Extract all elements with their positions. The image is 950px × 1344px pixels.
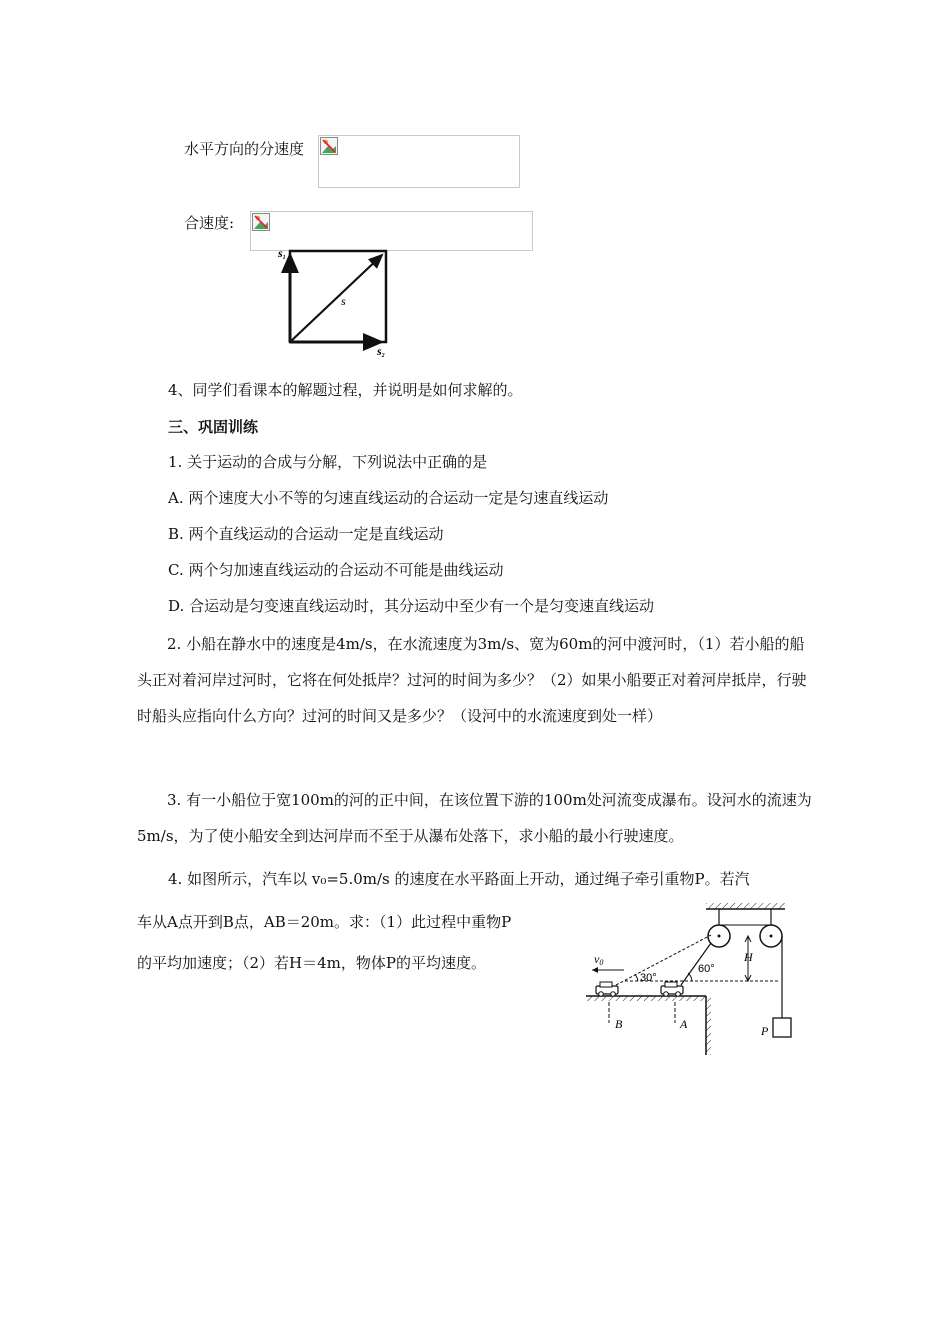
h-label: H [744, 950, 753, 964]
v0-label: v0 [594, 952, 604, 967]
angle-60-label: 60° [698, 963, 715, 975]
car-b [596, 982, 618, 996]
angle-30-label: 30° [640, 972, 657, 984]
horizontal-velocity-label: 水平方向的分速度 [184, 140, 305, 158]
rope-to-b [616, 935, 711, 985]
step4-text: 4、同学们看课本的解题过程，并说明是如何求解的。 [168, 381, 523, 399]
q4-line2: 车从A点开到B点，AB＝20m。求：（1）此过程中重物P [137, 913, 512, 931]
s-label: s [341, 294, 346, 308]
a-label: A [680, 1017, 688, 1031]
horizontal-velocity-image [318, 135, 520, 188]
q1-stem: 1. 关于运动的合成与分解，下列说法中正确的是 [168, 453, 488, 471]
ceiling-hatch [706, 903, 785, 909]
section-title: 三、巩固训练 [168, 418, 259, 436]
q1-option-c: C. 两个匀加速直线运动的合运动不可能是曲线运动 [168, 561, 504, 579]
broken-image-icon [252, 213, 270, 231]
q2-text: 2. 小船在静水中的速度是4m/s，在水流速度为3m/s、宽为60m的河中渡河时，（1）若小船的船头正对着河岸过河时，它将在何处抵岸？过河的时间为多少？（2）如果小船要正对着河岸抵岸，行驶时船头应指向什么方向？过河的时间又是多少？（设河中的水流速度到处一样） [137, 635, 807, 725]
weight-p [773, 1018, 791, 1037]
broken-image-icon [320, 137, 338, 155]
q1-option-a: A. 两个速度大小不等的匀速直线运动的合运动一定是匀速直线运动 [168, 489, 609, 507]
s-arrow [290, 255, 382, 342]
vector-addition-diagram [275, 243, 395, 358]
q3-text: 3. 有一小船位于宽100m的河的正中间，在该位置下游的100m处河流变成瀑布。设河水的流速为5m/s，为了使小船安全到达河岸而不至于从瀑布处落下，求小船的最小行驶速度。 [137, 791, 812, 845]
resultant-velocity-label: 合速度: [184, 214, 235, 232]
q4-line3: 的平均加速度；（2）若H＝4m，物体P的平均速度。 [137, 954, 486, 972]
q1-option-d: D. 合运动是匀变速直线运动时，其分运动中至少有一个是匀变速直线运动 [168, 597, 655, 615]
q4-line1: 4. 如图所示，汽车以 v₀=5.0m/s 的速度在水平路面上开动，通过绳子牵引重物P。若汽 [168, 870, 750, 888]
s1-label: s1 [278, 246, 286, 261]
q1-option-b: B. 两个直线运动的合运动一定是直线运动 [168, 525, 444, 543]
pulley-figure [580, 895, 810, 1060]
s2-label: s2 [377, 344, 385, 358]
b-label: B [615, 1017, 623, 1031]
car-a [661, 982, 683, 996]
p-label: P [761, 1024, 769, 1038]
